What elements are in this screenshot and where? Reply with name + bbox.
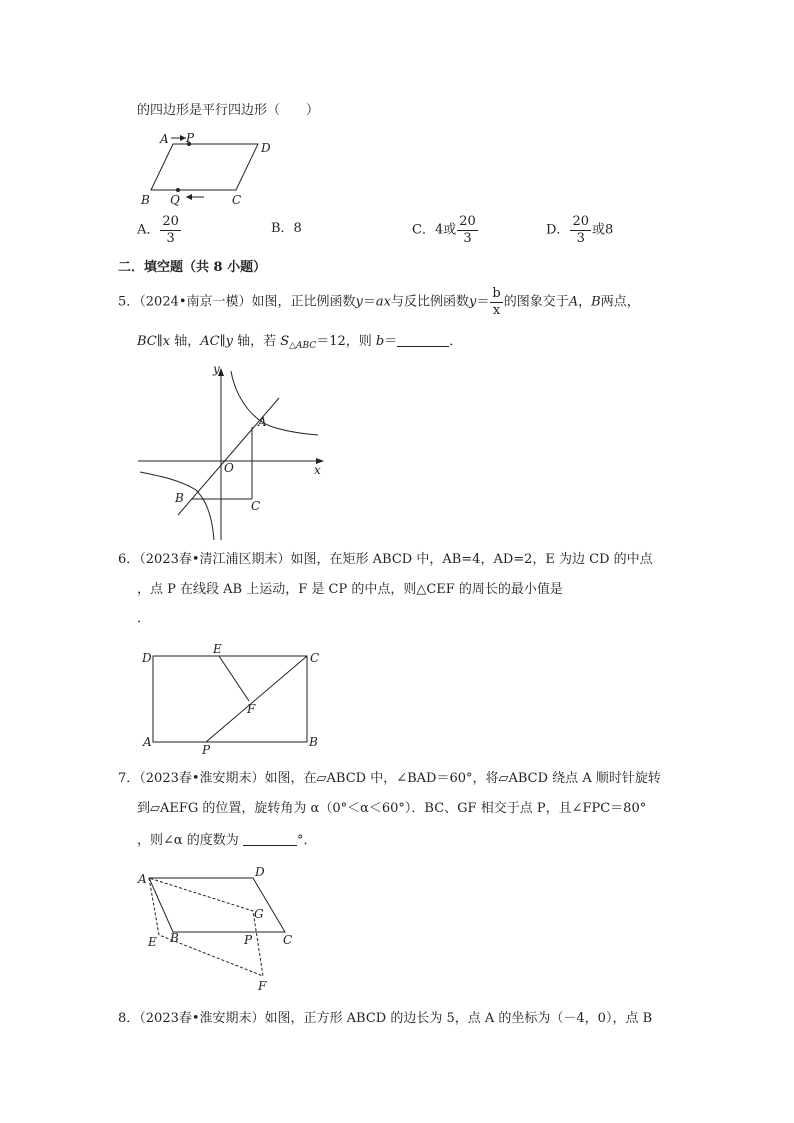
q7-label-b: B: [170, 931, 179, 945]
q5-label-b: B: [175, 491, 184, 505]
q8-stem-line1: 8．（2023春•淮安期末）如图，正方形 ABCD 的边长为 5，点 A 的坐标为（－4，0），点 B: [118, 1011, 653, 1026]
q5-label-o: O: [224, 461, 234, 475]
q6-label-e: E: [213, 642, 222, 656]
q7-rotation-figure: [137, 865, 292, 993]
q5-stem-line1: 5．（2024•南京一模）如图，正比例函数y＝ax与反比例函数y＝ $\frac{b}{x}$ 的图象交于A，B两点，: [118, 286, 640, 318]
q5-answer-blank[interactable]: [397, 334, 449, 347]
q7-label-g: G: [254, 907, 264, 921]
q5-fraction-b-over-x: $\frac{b}{x}$: [492, 286, 501, 318]
q5-label-c: C: [251, 499, 261, 513]
q6-stem-line2: ，点 P 在线段 AB 上运动，F 是 CP 的中点，则△CEF 的周长的最小值是: [137, 582, 563, 597]
q6-rectangle-figure: [141, 642, 319, 757]
q5-axis-label-y: y: [213, 362, 220, 376]
q4-label-a: A: [160, 132, 169, 146]
q4-parallelogram-figure: [140, 131, 271, 207]
q4-option-a: A． $\frac{20}{3}$: [137, 214, 179, 246]
q4-option-a-fraction: $\frac{20}{3}$: [162, 214, 179, 246]
q7-stem-line3: ，则∠α 的度数为 °．: [137, 833, 317, 848]
q6-stem-line3: ．: [137, 611, 151, 626]
section-title-fill-in: 二．填空题（共 8 小题）: [118, 260, 267, 275]
q5-axis-label-x: x: [314, 463, 321, 477]
q5-graph-figure: [138, 362, 324, 540]
q7-stem-line1: 7．（2023春•淮安期末）如图，在▱ABCD 中，∠BAD＝60°，将▱ABCD 绕点 A 顺时针旋转: [118, 771, 661, 786]
q7-label-a: A: [138, 872, 147, 886]
q6-stem-line1: 6．（2023春•清江浦区期末）如图，在矩形 ABCD 中，AB=4，AD=2，E 为边 CD 的中点: [118, 552, 653, 567]
q7-label-p: P: [244, 933, 253, 947]
q4-option-c: C．4或 $\frac{20}{3}$: [412, 214, 476, 246]
q6-label-c: C: [310, 651, 320, 665]
q4-stem-tail: 的四边形是平行四边形（ ）: [137, 103, 320, 118]
q7-label-f: F: [258, 979, 267, 993]
q5-stem-line2: BC∥x 轴，AC∥y 轴，若 $S_{\triangle ABC}=12$，则 b＝ ．: [137, 334, 463, 351]
q4-label-d: D: [261, 141, 271, 155]
q6-label-a: A: [143, 735, 152, 749]
q4-label-q: Q: [170, 193, 180, 207]
q6-label-d: D: [142, 651, 152, 665]
q5-label-a: A: [258, 415, 267, 429]
q6-label-b: B: [309, 735, 318, 749]
q7-answer-blank[interactable]: [243, 833, 297, 846]
q4-option-d-fraction: $\frac{20}{3}$: [572, 214, 589, 246]
q4-option-b: B．8: [271, 221, 302, 236]
q7-stem-line2: 到▱AEFG 的位置，旋转角为 α（0°＜α＜60°）．BC、GF 相交于点 P，且∠FPC＝80°: [137, 801, 647, 816]
q4-label-b: B: [141, 193, 150, 207]
q6-label-f: F: [247, 702, 256, 716]
q7-label-c: C: [283, 933, 293, 947]
q7-label-e: E: [148, 935, 157, 949]
q4-option-d: D． $\frac{20}{3}$ 或8: [546, 214, 614, 246]
q4-label-c: C: [232, 193, 242, 207]
q6-label-p: P: [202, 743, 211, 757]
q7-label-d: D: [255, 865, 265, 879]
q4-option-c-fraction: $\frac{20}{3}$: [459, 214, 476, 246]
q4-label-p: P: [186, 131, 195, 145]
